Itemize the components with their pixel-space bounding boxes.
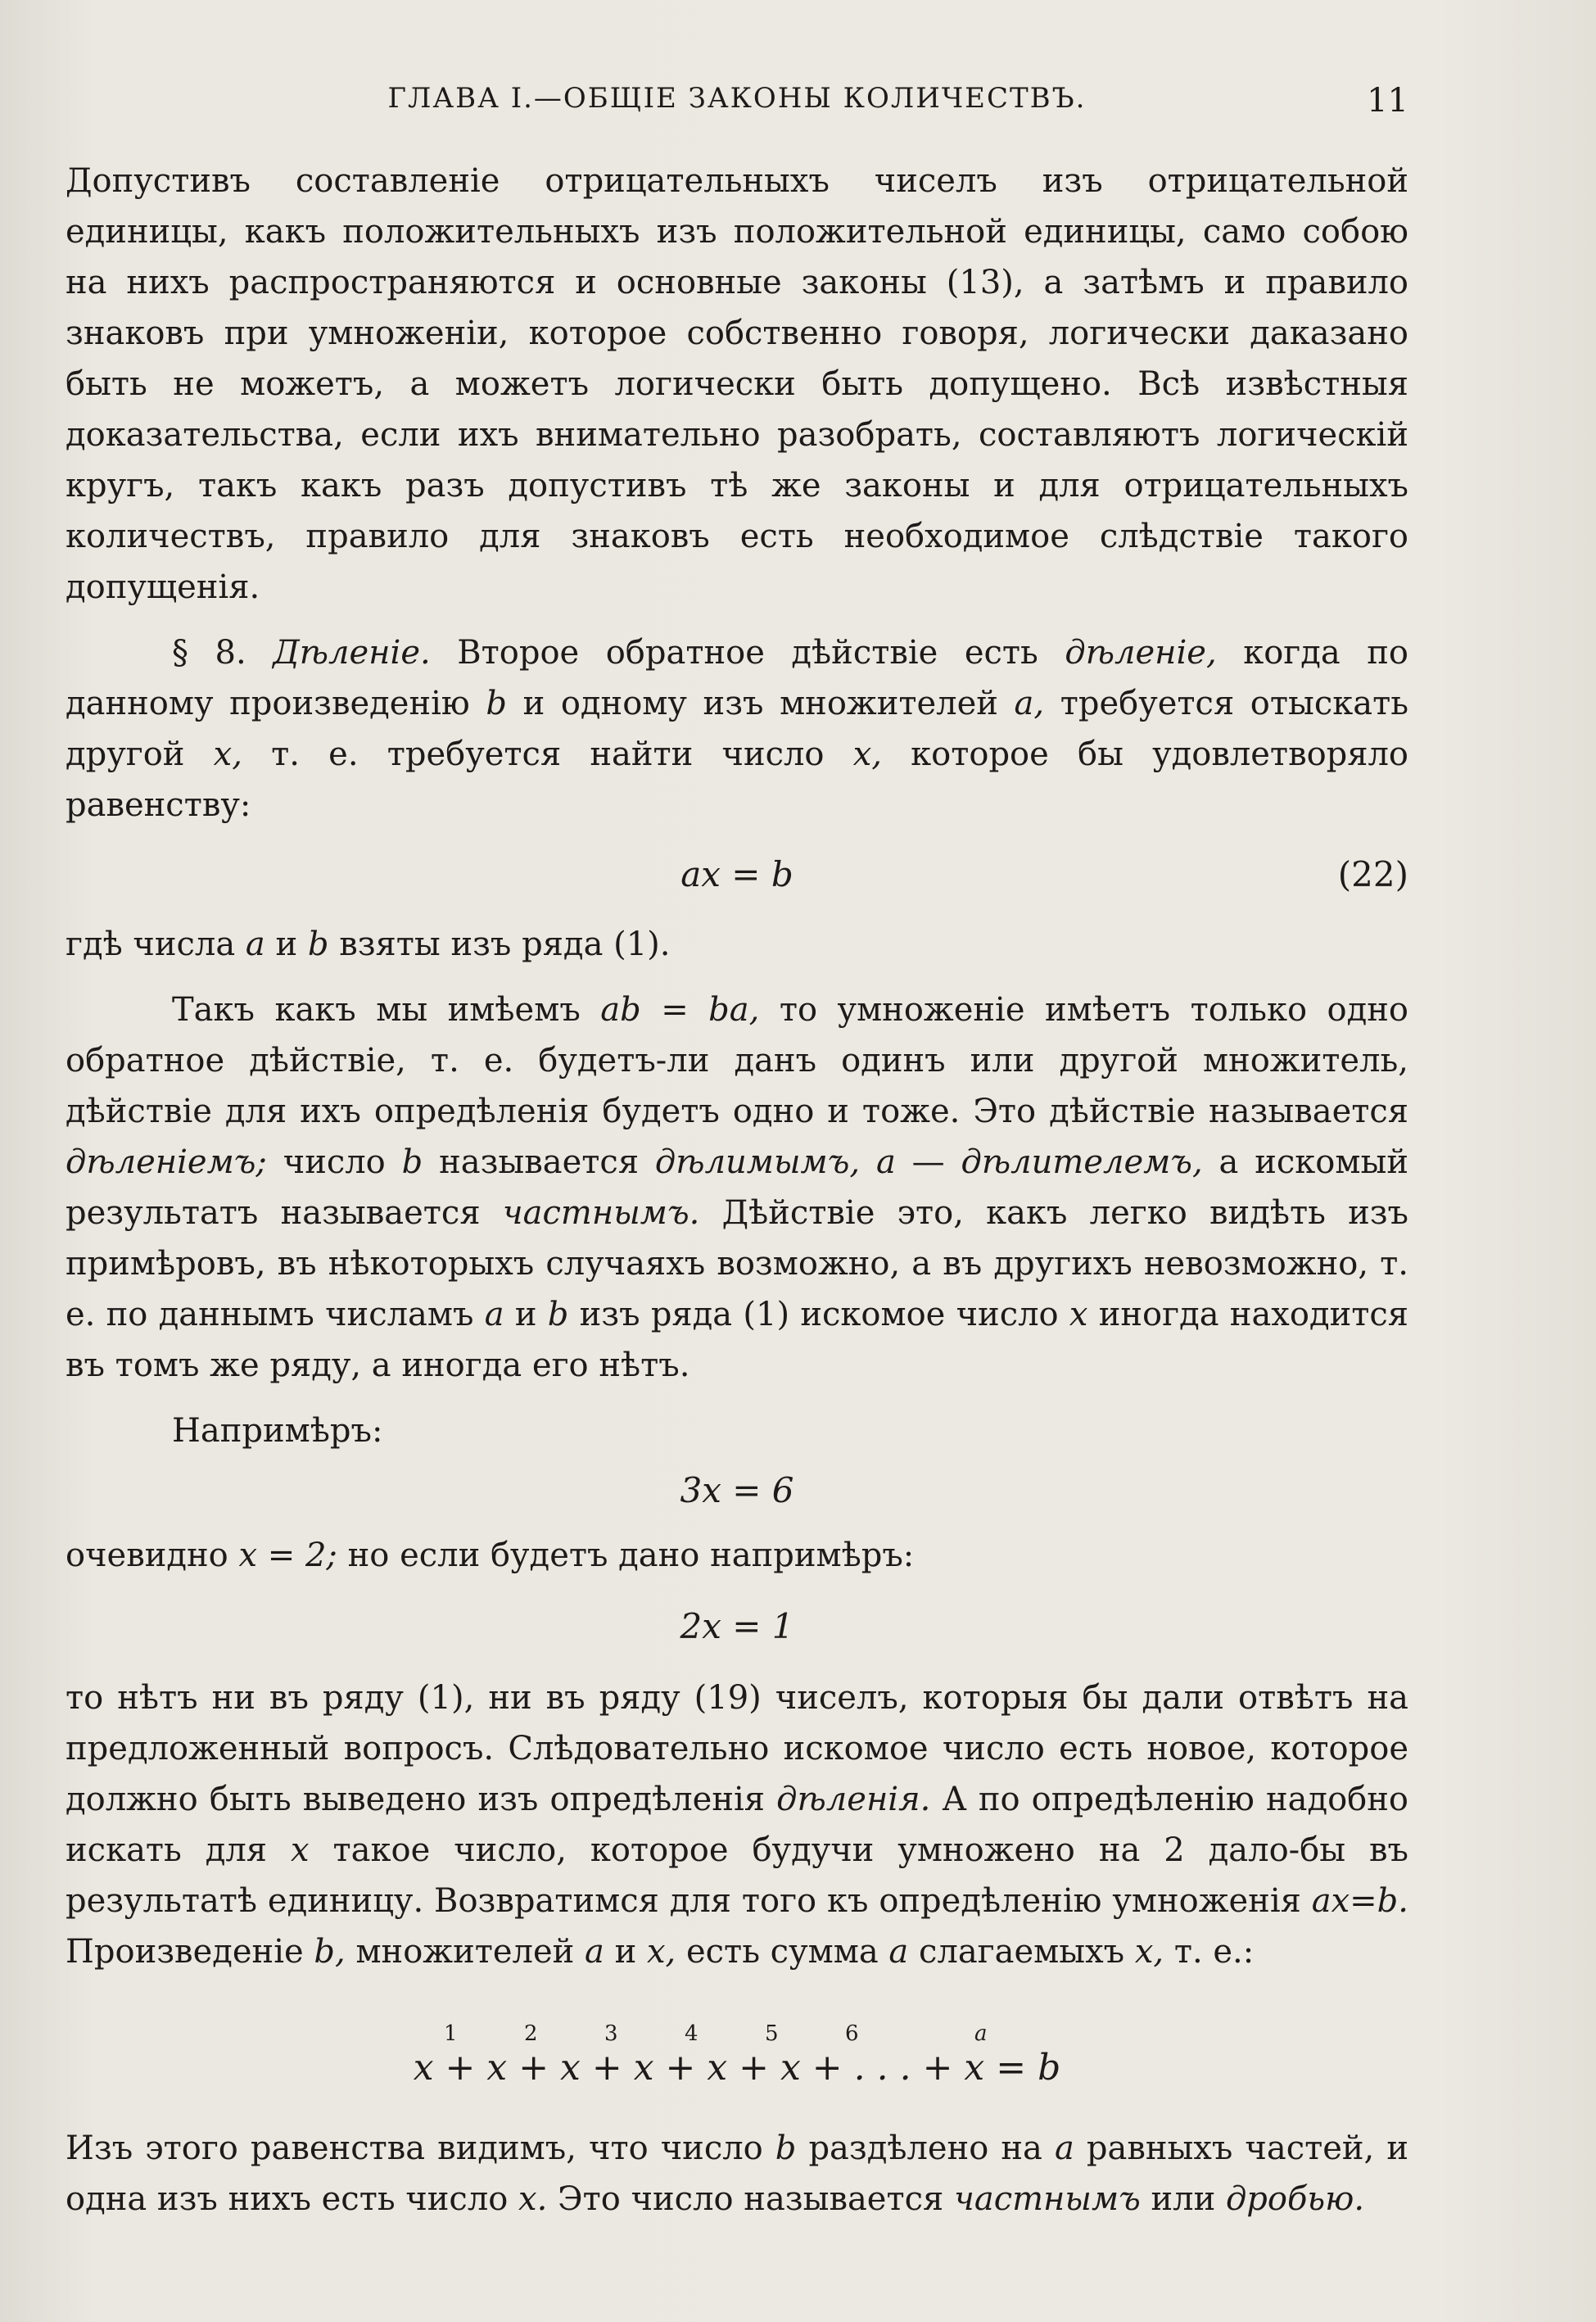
term-quotient-2: частнымъ xyxy=(953,2180,1141,2218)
sum-index: 4 xyxy=(685,2021,699,2046)
equation-number: (22) xyxy=(1337,854,1408,894)
term-dividend: дѣлимымъ, xyxy=(654,1143,861,1181)
paragraph-obviously: очевидно x = 2; но если будетъ дано напримѣръ: xyxy=(66,1537,915,1574)
term-division-gen: дѣленія. xyxy=(776,1781,931,1818)
paragraph-inverse-operation: Такъ какъ мы имѣемъ ab = ba, то умноженіе имѣетъ только одно обратное дѣйствіе, т. е. будетъ-ли данъ одинъ или другой множитель, дѣйствіе для ихъ опредѣленія будетъ одно и тоже. Это дѣйствіе называется дѣленіемъ; число b называется дѣлимымъ, a — дѣлителемъ, а искомый результатъ называется частнымъ. Дѣйствіе это, какъ легко видѣть изъ примѣровъ, въ нѣкоторыхъ случаяхъ возможно, а въ другихъ невозможно, т. е. по даннымъ числамъ a и b изъ ряда (1) искомое число x иногда находится въ томъ же ряду, а иногда его нѣтъ. xyxy=(66,991,1409,1384)
equation-example-2: 2x = 1 xyxy=(680,1606,794,1646)
paragraph-where-numbers: гдѣ числа a и b взяты изъ ряда (1). xyxy=(66,926,671,963)
running-header xyxy=(66,82,1408,131)
sum-index: a xyxy=(974,2021,988,2046)
sum-equation xyxy=(66,1977,1408,2100)
term-divisor: дѣлителемъ, xyxy=(961,1143,1203,1181)
section-heading: Дѣленіе. xyxy=(273,634,431,672)
sum-expression: x + x + x + x + x + x + . . . + x = b xyxy=(413,2047,1061,2089)
sum-index: 1 xyxy=(444,2021,458,2046)
term-division: дѣленіе, xyxy=(1065,634,1217,672)
term-division-noun: дѣленіемъ; xyxy=(66,1143,267,1181)
paragraph-negative-numbers: Допустивъ составленіе отрицательныхъ чиселъ изъ отрицательной единицы, какъ положительныхъ изъ положительной единицы, само собою на нихъ распространяются и основные законы (13), а затѣмъ и правило знаковъ при умноженіи, которое собственно говоря, логически даказано быть не можетъ, а можетъ логически быть допущено. Всѣ извѣстныя доказательства, если ихъ внимательно разобрать, составляютъ логическій кругъ, такъ какъ разъ допустивъ тѣ же законы и для отрицательныхъ количествъ, правило для знаковъ есть необходимое слѣдствіе такого допущенія. xyxy=(66,162,1408,606)
page-number: 11 xyxy=(1367,82,1408,120)
paragraph-example-label: Напримѣръ: xyxy=(172,1412,383,1450)
sum-index: 3 xyxy=(604,2021,618,2046)
page-body xyxy=(66,156,1408,2225)
section-number: § 8. xyxy=(172,634,246,672)
equation-expression: ax = b xyxy=(680,854,793,894)
chapter-title: ГЛАВА I.—ОБЩІЕ ЗАКОНЫ КОЛИЧЕСТВЪ. xyxy=(387,82,1087,115)
paragraph-no-answer: то нѣтъ ни въ ряду (1), ни въ ряду (19) чиселъ, которыя бы дали отвѣтъ на предложенный вопросъ. Слѣдовательно искомое число есть новое, которое должно быть выведено изъ опредѣленія дѣленія. А по опредѣленію надобно искать для x такое число, которое будучи умножено на 2 дало-бы въ результатѣ единицу. Возвратимся для того къ опредѣленію умноженія ax=b. Произведеніе b, множителей a и x, есть сумма a слагаемыхъ x, т. е.: xyxy=(66,1679,1409,1971)
equation-22 xyxy=(66,831,1408,919)
equation-example-1: 3x = 6 xyxy=(680,1470,794,1510)
sum-index: 5 xyxy=(765,2021,779,2046)
sum-index: 6 xyxy=(845,2021,859,2046)
term-fraction: дробью. xyxy=(1225,2180,1365,2218)
paragraph-division-definition: § 8. Дѣленіе. Второе обратное дѣйствіе есть дѣленіе, когда по данному произведенію b и одному изъ множителей a, требуется отыскать другой x, т. е. требуется найти число x, которое бы удовлетворяло равенству: xyxy=(66,634,1408,824)
term-quotient: частнымъ. xyxy=(502,1194,700,1232)
paragraph-quotient: Изъ этого равенства видимъ, что число b раздѣлено на a равныхъ частей, и одна изъ нихъ есть число x. Это число называется частнымъ или дробью. xyxy=(66,2130,1408,2218)
sum-index: 2 xyxy=(524,2021,538,2046)
